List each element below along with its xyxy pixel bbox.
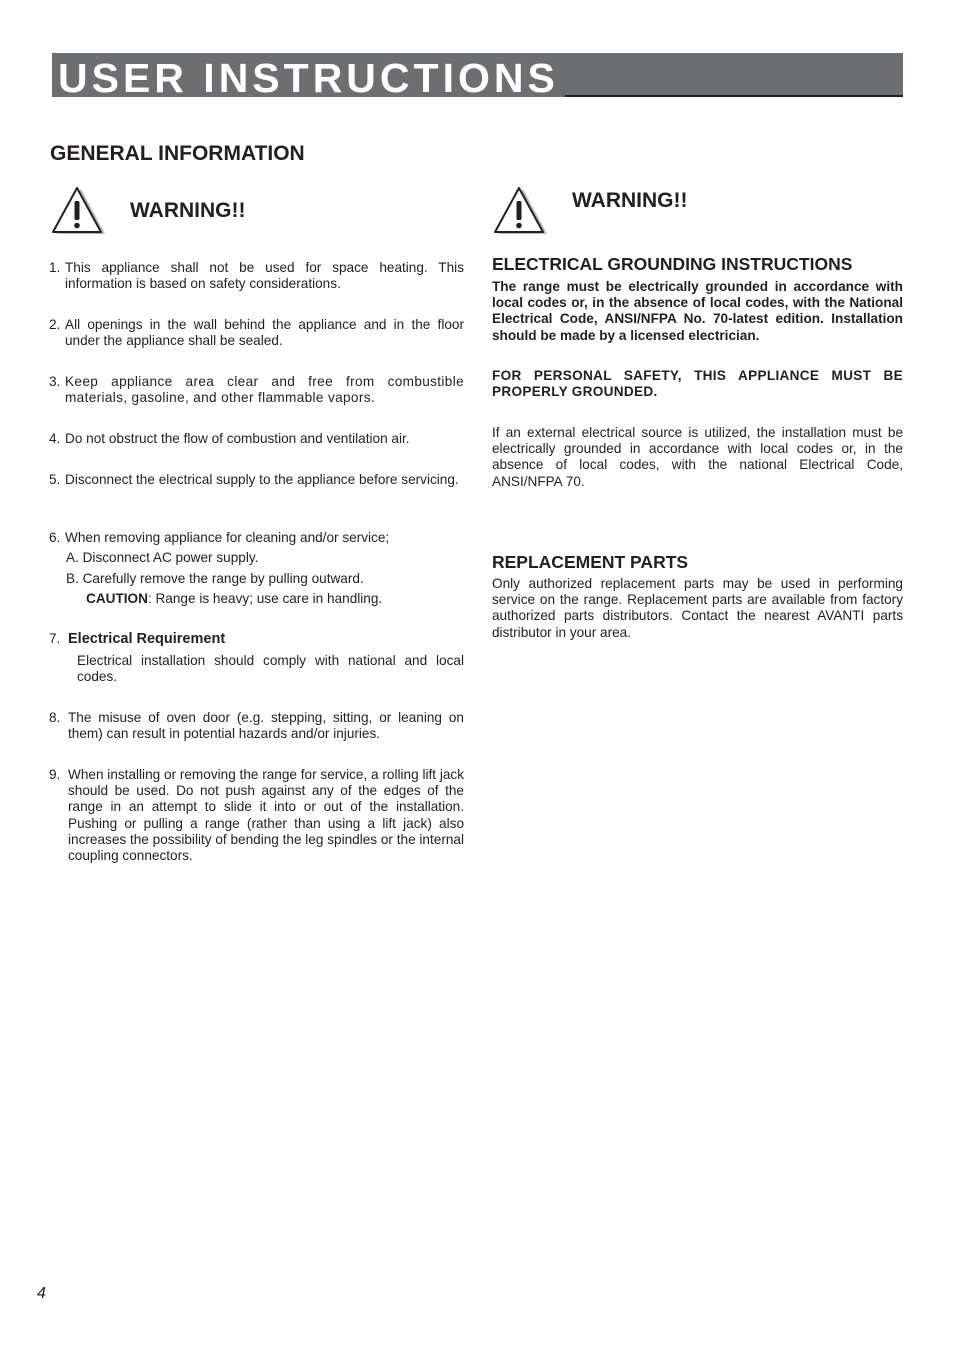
list-item-6 bbox=[49, 530, 464, 546]
warning-triangle-icon bbox=[52, 186, 106, 235]
warning-triangle-icon bbox=[494, 186, 548, 235]
item-number: 2. bbox=[49, 317, 61, 332]
warning-label: WARNING!! bbox=[130, 198, 246, 222]
item-number: 8. bbox=[49, 710, 61, 725]
list-item-9 bbox=[49, 767, 464, 864]
item-text: When installing or removing the range for service, a rolling lift jack should be used. Do not push against any of the edges of the range in an attempt to slide it into or out of the installation. Pushing or pulling a range (rather than using a lift jack) also increases the possibility of bending the leg spindles or the internal coupling connectors. bbox=[68, 767, 464, 864]
item-number: 6. bbox=[49, 530, 61, 545]
item-number: 9. bbox=[49, 767, 61, 782]
safety-notice: FOR PERSONAL SAFETY, THIS APPLIANCE MUST BE PROPERLY GROUNDED. bbox=[492, 368, 903, 400]
replacement-parts-title: REPLACEMENT PARTS bbox=[492, 552, 689, 572]
item-text: Do not obstruct the flow of combustion and ventilation air. bbox=[65, 431, 410, 446]
list-item-4 bbox=[49, 431, 464, 447]
item-7-body: Electrical installation should comply with national and local codes. bbox=[77, 653, 464, 685]
item-text: The misuse of oven door (e.g. stepping, sitting, or leaning on them) can result in potential hazards and/or injuries. bbox=[68, 710, 464, 742]
item-number: 1. bbox=[49, 260, 61, 275]
warning-label: WARNING!! bbox=[572, 188, 688, 212]
item-text: Disconnect the electrical supply to the appliance before servicing. bbox=[65, 472, 459, 487]
sub-item-6b: B. Carefully remove the range by pulling outward. bbox=[66, 571, 364, 586]
sub-item-6a: A. Disconnect AC power supply. bbox=[66, 550, 259, 565]
list-item-8 bbox=[49, 710, 464, 742]
page-number: 4 bbox=[37, 1285, 46, 1302]
item-text: Keep appliance area clear and free from combustible materials, gasoline, and other flammable vapors. bbox=[65, 374, 464, 406]
list-item-3 bbox=[49, 374, 464, 406]
replacement-parts-text: Only authorized replacement parts may be used in performing service on the range. Replacement parts are available from factory authorized parts distributors. Contact the nearest AVANTI parts distributor in your area. bbox=[492, 576, 903, 640]
list-item-1 bbox=[49, 260, 464, 292]
external-source-text: If an external electrical source is utilized, the installation must be electrically grounded in accordance with local codes or, in the absence of local codes, with the national Electrical Code, ANSI/NFPA 70. bbox=[492, 425, 903, 489]
item-text: All openings in the wall behind the appliance and in the floor under the appliance shall be sealed. bbox=[65, 317, 464, 349]
item-number: 4. bbox=[49, 431, 61, 446]
item-number: 5. bbox=[49, 472, 61, 487]
list-item-2 bbox=[49, 317, 464, 349]
section-title-general-information: GENERAL INFORMATION bbox=[50, 142, 305, 165]
grounding-title: ELECTRICAL GROUNDING INSTRUCTIONS bbox=[492, 254, 853, 274]
left-warning-header bbox=[52, 186, 245, 235]
caution-label: CAUTION bbox=[86, 591, 148, 606]
caution-note bbox=[86, 591, 382, 607]
list-item-5 bbox=[49, 472, 464, 488]
list-item-7 bbox=[49, 631, 464, 647]
item-heading: Electrical Requirement bbox=[68, 631, 226, 647]
caution-text: : Range is heavy; use care in handling. bbox=[147, 591, 383, 606]
item-number: 3. bbox=[49, 374, 61, 389]
title-underline bbox=[562, 95, 903, 97]
item-number: 7. bbox=[49, 631, 61, 646]
grounding-text: The range must be electrically grounded in accordance with local codes or, in the absence of local codes, with the National Electrical Code, ANSI/NFPA No. 70-latest edition. Installation should be made by a licensed electrician. bbox=[492, 279, 903, 343]
right-warning-header bbox=[494, 186, 687, 235]
item-text: This appliance shall not be used for space heating. This information is based on safety considerations. bbox=[65, 260, 464, 292]
title-banner bbox=[52, 53, 903, 101]
item-text: When removing appliance for cleaning and/or service; bbox=[65, 530, 390, 545]
page-title: USER INSTRUCTIONS bbox=[58, 53, 565, 97]
